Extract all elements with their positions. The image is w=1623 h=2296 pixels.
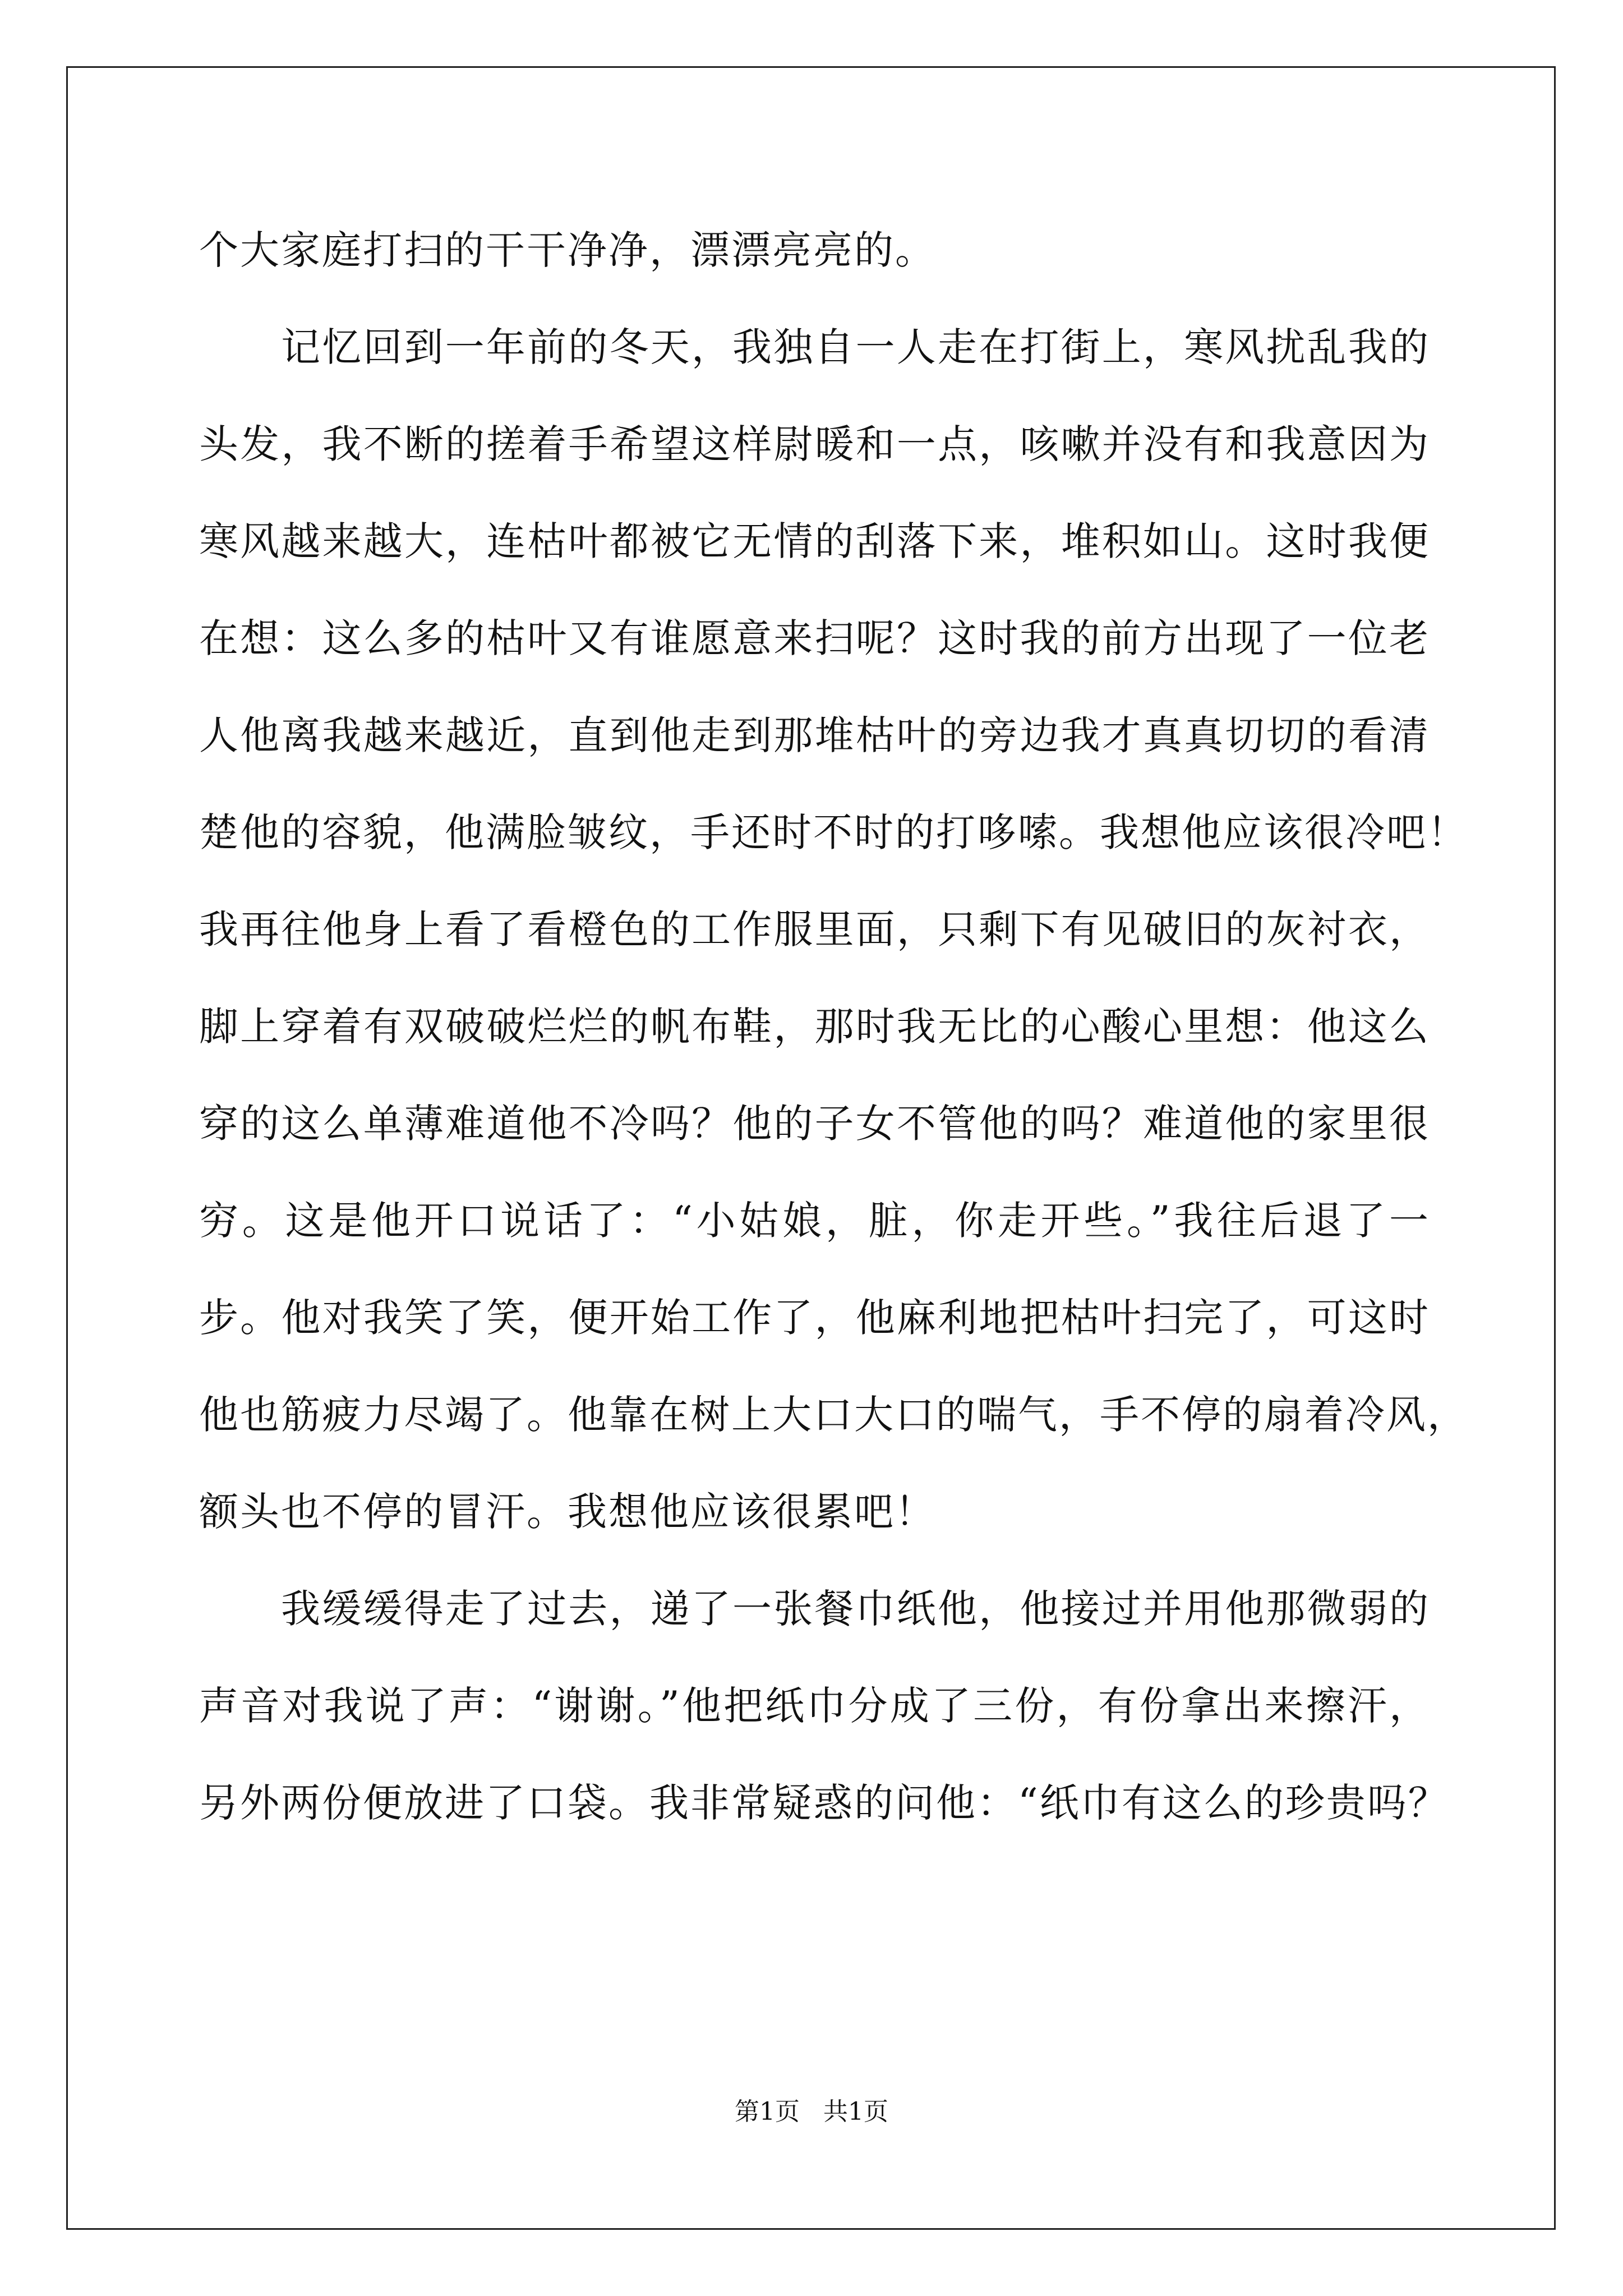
text-line: 步。他对我笑了笑，便开始工作了，他麻利地把枯叶扫完了，可这时: [199, 1295, 1430, 1341]
text-line: 额头也不停的冒汗。我想他应该很累吧！: [199, 1489, 936, 1535]
paragraph-start-line: 记忆回到一年前的冬天，我独自一人走在打街上，寒风扰乱我的: [281, 324, 1430, 370]
text-line: 我再往他身上看了看橙色的工作服里面，只剩下有见破旧的灰衬衣，: [199, 907, 1430, 953]
text-line: 另外两份便放进了口袋。我非常疑惑的问他：“纸巾有这么的珍贵吗？: [199, 1780, 1449, 1826]
page-number: 第1页: [735, 2097, 800, 2126]
page-footer: [0, 2095, 1623, 2129]
text-line: 穿的这么单薄难道他不冷吗？他的子女不管他的吗？难道他的家里很: [199, 1101, 1430, 1147]
text-line: 脚上穿着有双破破烂烂的帆布鞋，那时我无比的心酸心里想：他这么: [199, 1004, 1430, 1050]
text-line: 他也筋疲力尽竭了。他靠在树上大口大口的喘气，手不停的扇着冷风，: [199, 1392, 1468, 1438]
text-line: 寒风越来越大，连枯叶都被它无情的刮落下来，堆积如山。这时我便: [199, 518, 1430, 564]
document-body: [199, 202, 1468, 1852]
paragraph-start-line: 我缓缓得走了过去，递了一张餐巾纸他，他接过并用他那微弱的: [281, 1586, 1430, 1632]
text-line: 声音对我说了声：“谢谢。”他把纸巾分成了三份，有份拿出来擦汗，: [199, 1683, 1430, 1729]
text-line: 穷。这是他开口说话了：“小姑娘，脏，你走开些。”我往后退了一: [199, 1198, 1430, 1244]
text-line: 头发，我不断的搓着手希望这样尉暖和一点，咳嗽并没有和我意因为: [199, 421, 1430, 467]
text-line: 楚他的容貌，他满脸皱纹，手还时不时的打哆嗦。我想他应该很冷吧！: [199, 809, 1468, 855]
text-line: 人他离我越来越近，直到他走到那堆枯叶的旁边我才真真切切的看清: [199, 712, 1430, 758]
text-line: 个大家庭打扫的干干净净，漂漂亮亮的。: [199, 227, 936, 273]
text-line: 在想：这么多的枯叶又有谁愿意来扫呢？这时我的前方出现了一位老: [199, 615, 1430, 661]
page-total: 共1页: [823, 2097, 888, 2126]
